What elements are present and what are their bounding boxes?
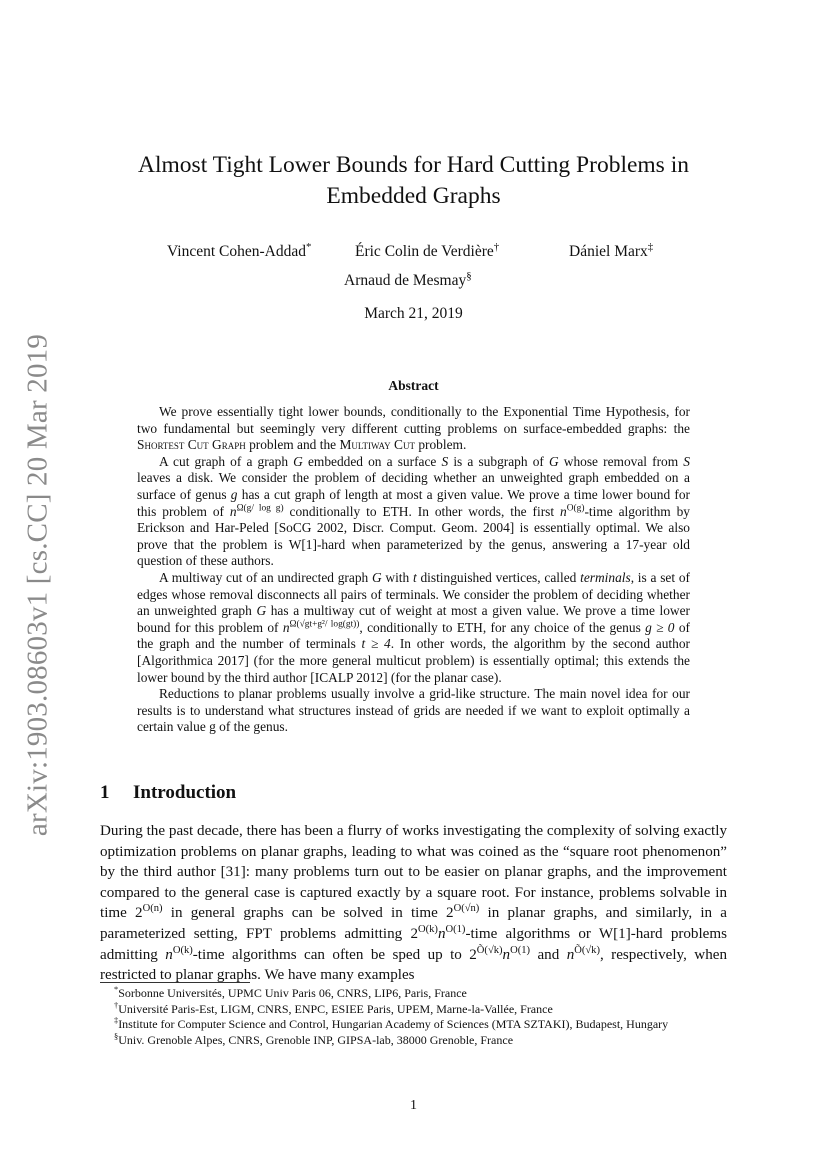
footnote-4: §Univ. Grenoble Alpes, CNRS, Grenoble INP, GIPSA-lab, 38000 Grenoble, France [114,1031,514,1047]
footnotes [100,986,727,1048]
author-name: Vincent Cohen-Addad [167,243,306,260]
author-mark: § [466,269,472,282]
author-2 [355,240,500,261]
paper-title: Almost Tight Lower Bounds for Hard Cutting Problems in Embedded Graphs [138,152,689,209]
introduction-body [100,821,727,986]
author-4 [344,269,472,290]
section-title: Introduction [133,782,237,803]
author-mark: * [305,240,312,253]
author-mark: ‡ [647,240,654,253]
footnote-2: †Université Paris-Est, LIGM, CNRS, ENPC, ESIEE Paris, UPEM, Marne-la-Vallée, France [114,1000,553,1016]
author-1 [167,240,312,261]
footnote-rule [100,982,250,983]
intro-paragraph: During the past decade, there has been a flurry of works investigating the complexity of solving exactly optimization problems on planar graphs, leading to what was coined as the “square root phenomenon” by the third author [31]: many problems turn out to be easier on planar graphs, and the improvement compared to the general case is captured exactly by a square root. For instance, problems solvable in time $2^{O(n)}$ in general graphs can be solved in time $2^{O(√n)}$ in planar graphs, and similarly, in a parameterized setting, FPT problems admitting $2^{O(k)}n^{O(1)}$-time algorithms or W[1]-hard problems admitting $n^{O(k)}$-time algorithms can often be sped up to $2^{Õ(√k)}n^{O(1)}$ and $n^{Õ(√k)}$, respectively, when restricted to planar graphs. We have many examples [100,823,727,984]
page-number: 1 [410,1098,417,1113]
author-name: Éric Colin de Verdière [355,243,494,260]
footnote-3: ‡Institute for Computer Science and Control, Hungarian Academy of Sciences (MTA SZTAKI), Budapest, Hungary [114,1016,669,1032]
abstract-paragraph-3: A multiway cut of an undirected graph G with t distinguished vertices, called terminals, is a set of edges whose removal disconnects all pairs of terminals. We consider the problem of deciding whether an unweighted graph G has a multiway cut of weight at most a given value. We prove a time lower bound for this problem of $n^{\Omega(√gt+g^2/ log(gt))}$, conditionally to ETH, for any choice of the genus g ≥ 0 of the graph and the number of terminals t ≥ 4. In other words, the algorithm by the second author [Algorithmica 2017] (for the more general multicut problem) is essentially optimal; this extends the lower bound by the third author [ICALP 2012] (for the planar case). [137,569,690,685]
abstract-paragraph-1: We prove essentially tight lower bounds, conditionally to the Exponential Time Hypothesis, for two fundamental but seemingly very different cutting problems on surface-embedded graphs: the Shortest Cut Graph problem and the Multiway Cut problem. [137,404,690,453]
publication-date: March 21, 2019 [364,305,463,322]
author-name: Dániel Marx [569,243,648,260]
author-3 [569,240,654,261]
section-number: 1 [100,782,110,803]
author-mark: † [493,240,500,253]
footnote-1: *Sorbonne Universités, UPMC Univ Paris 06, CNRS, LIP6, Paris, France [114,985,467,1000]
author-name: Arnaud de Mesmay [344,272,467,289]
abstract-paragraph-2: A cut graph of a graph G embedded on a surface S is a subgraph of G whose removal from S leaves a disk. We consider the problem of deciding whether an unweighted graph embedded on a surface of genus g has a cut graph of length at most a given value. We prove a time lower bound for this problem of $n^{\Omega(g/ log g)}$ conditionally to ETH. In other words, the first $n^{O(g)}$-time algorithm by Erickson and Har-Peled [SoCG 2002, Discr. Comput. Geom. 2004] is essentially optimal. We also prove that the problem is W[1]-hard when parameterized by the genus, answering a 17-year old question of these authors. [137,453,690,569]
abstract-heading: Abstract [388,378,439,393]
section-heading [100,782,236,804]
abstract-body [137,404,690,736]
abstract-paragraph-4: Reductions to planar problems usually involve a grid-like structure. The main novel idea for our results is to understand what structures instead of grids are needed if we want to exploit optimally a certain value g of the genus. [137,686,690,735]
arxiv-identifier: arXiv:1903.08603v1 [cs.CC] 20 Mar 2019 [21,333,54,837]
